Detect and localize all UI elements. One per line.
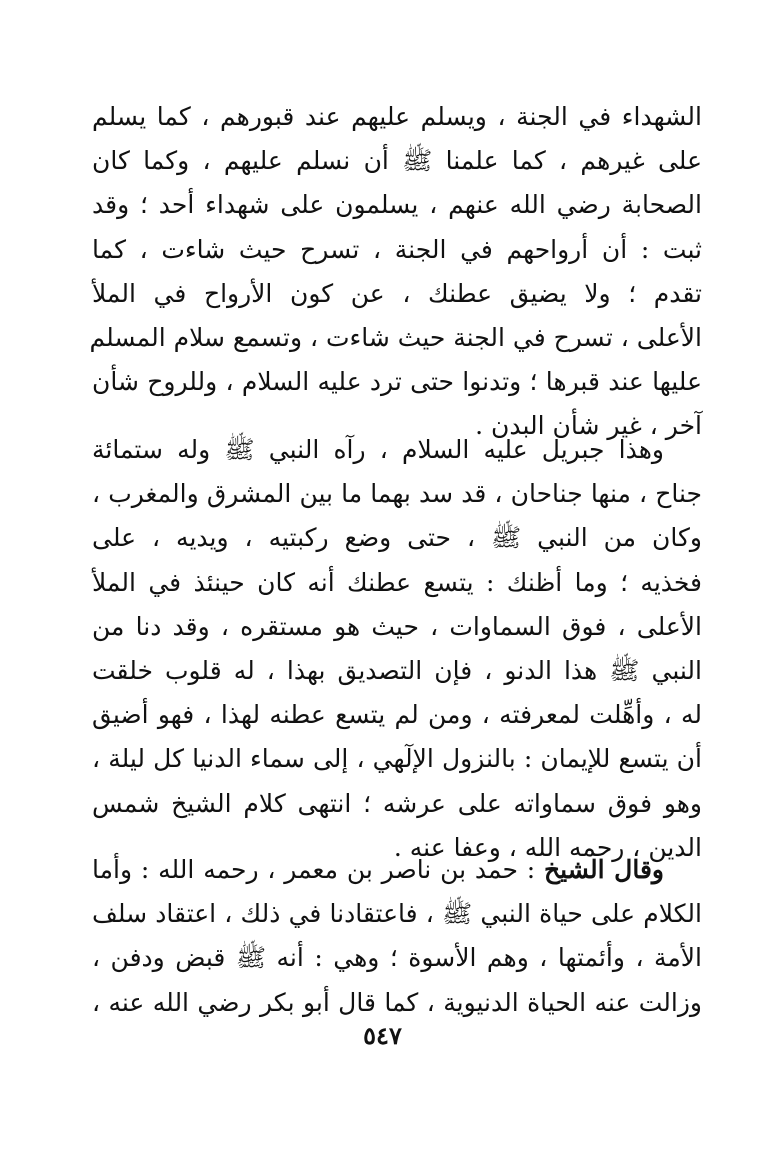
text-line: على غيرهم ، كما علمنا ﷺ أن نسلم عليهم ، وكما كان — [92, 146, 702, 176]
paragraph-3 — [92, 848, 702, 1025]
text-line: وكان من النبي ﷺ ، حتى وضع ركبتيه ، ويديه ، على — [92, 523, 702, 553]
speaker-lead: وقال الشيخ — [544, 855, 664, 884]
text-line: آخر ، غير شأن البدن . — [475, 411, 702, 441]
text-line: الأمة ، وأئمتها ، وهم الأسوة ؛ وهي : أنه ﷺ قبض ودفن ، — [92, 943, 702, 973]
text-line: الدين ، رحمه الله ، وعفا عنه . — [393, 832, 702, 862]
text-line: وزالت عنه الحياة الدنيوية ، كما قال أبو بكر رضي الله عنه ، — [92, 987, 702, 1017]
text-line: فخذيه ؛ وما أظنك : يتسع عطنك أنه كان حينئذ في الملأ — [92, 567, 702, 597]
text-line: الأعلى ، تسرح في الجنة حيث شاءت ، وتسمع سلام المسلم — [89, 322, 702, 352]
text-line: الأعلى ، فوق السماوات ، حيث هو مستقره ، وقد دنا من — [92, 611, 702, 641]
text-line: وهذا جبريل عليه السلام ، رآه النبي ﷺ وله ستمائة — [92, 435, 664, 464]
text-line: له ، وأهِّلت لمعرفته ، ومن لم يتسع عطنه لهذا ، فهو أضيق — [92, 700, 702, 730]
text-line: جناح ، منها جناحان ، قد سد بهما ما بين المشرق والمغرب ، — [92, 479, 702, 509]
page-number: ٥٤٧ — [363, 1021, 402, 1050]
text-line: أن يتسع للإيمان : بالنزول الإلٓهي ، إلى سماء الدنيا كل ليلة ، — [92, 744, 702, 774]
paragraph-1 — [89, 95, 702, 449]
paragraph-2 — [92, 428, 702, 870]
text-line — [92, 848, 702, 892]
text-fragment: : حمد بن ناصر بن معمر ، رحمه الله : وأما — [92, 855, 545, 884]
text-line: الكلام على حياة النبي ﷺ ، فاعتقادنا في ذلك ، اعتقاد سلف — [92, 899, 702, 929]
text-line: تقدم ؛ ولا يضيق عطنك ، عن كون الأرواح في الملأ — [92, 278, 702, 308]
text-line: الصحابة رضي الله عنهم ، يسلمون على شهداء أحد ؛ وقد — [92, 190, 702, 220]
text-line: ثبت : أن أرواحهم في الجنة ، تسرح حيث شاءت ، كما — [92, 234, 702, 264]
text-line: النبي ﷺ هذا الدنو ، فإن التصديق بهذا ، له قلوب خلقت — [92, 655, 702, 685]
text-line: الشهداء في الجنة ، ويسلم عليهم عند قبورهم ، كما يسلم — [92, 102, 702, 131]
text-line: وهو فوق سماواته على عرشه ؛ انتهى كلام الشيخ شمس — [92, 788, 702, 818]
text-line: عليها عند قبرها ؛ وتدنوا حتى ترد عليه السلام ، وللروح شأن — [92, 367, 702, 397]
